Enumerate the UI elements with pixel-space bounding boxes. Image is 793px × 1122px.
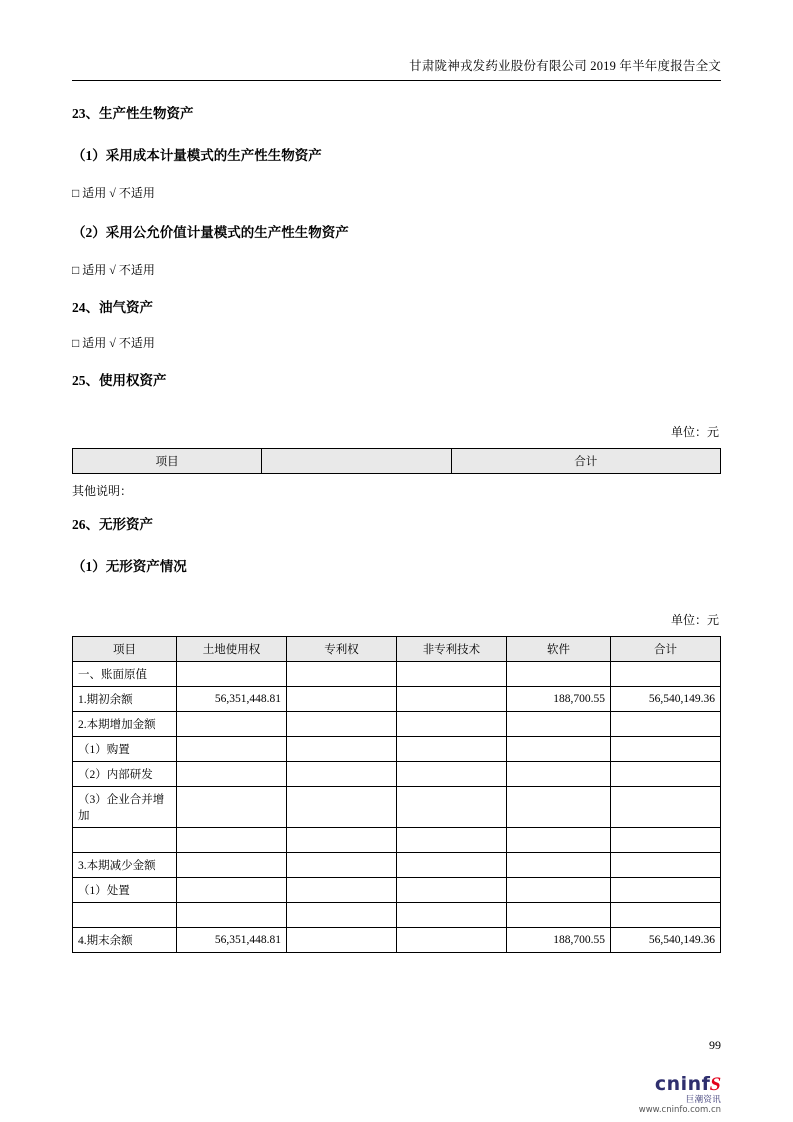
cell-patent xyxy=(287,787,397,828)
cell-patent xyxy=(287,928,397,953)
column-header-land-use-right: 土地使用权 xyxy=(177,637,287,662)
cell-total xyxy=(610,712,720,737)
right-of-use-unit-label: 单位：元 xyxy=(670,425,719,439)
cell-non-patent-tech xyxy=(396,828,506,853)
section-23-1-applicability: □ 适用 √ 不适用 xyxy=(72,186,155,200)
table-row xyxy=(73,712,721,737)
column-header-patent: 专利权 xyxy=(287,637,397,662)
page-content xyxy=(72,92,721,953)
column-header-total: 合计 xyxy=(610,637,720,662)
table-row xyxy=(73,828,721,853)
logo-text: cninf xyxy=(654,1073,711,1095)
table-row xyxy=(73,903,721,928)
intangible-table-body xyxy=(73,662,721,953)
cell-land-use-right: 56,351,448.81 xyxy=(177,687,287,712)
logo-url: www.cninfo.com.cn xyxy=(638,1104,721,1115)
table-header-row xyxy=(73,637,721,662)
cell-total: 56,540,149.36 xyxy=(610,687,720,712)
cell-software xyxy=(506,787,610,828)
intangible-unit-label: 单位：元 xyxy=(670,613,719,627)
cell-software: 188,700.55 xyxy=(506,928,610,953)
cell-total xyxy=(610,903,720,928)
section-24-title: 24、油气资产 xyxy=(72,300,153,315)
table-row xyxy=(73,687,721,712)
cell-non-patent-tech xyxy=(396,712,506,737)
cell-total xyxy=(610,853,720,878)
right-of-use-table-wrap xyxy=(72,446,721,474)
cell-patent xyxy=(287,853,397,878)
column-header-total: 合计 xyxy=(451,449,720,474)
cell-land-use-right xyxy=(177,762,287,787)
cell-software xyxy=(506,878,610,903)
cell-software xyxy=(506,828,610,853)
cell-land-use-right xyxy=(177,662,287,687)
cell-software xyxy=(506,662,610,687)
header-divider xyxy=(72,80,721,81)
cell-patent xyxy=(287,762,397,787)
row-label: （1）购置 xyxy=(73,737,177,762)
cell-land-use-right xyxy=(177,903,287,928)
cell-non-patent-tech xyxy=(396,878,506,903)
section-26-title: 26、无形资产 xyxy=(72,517,153,532)
cell-land-use-right xyxy=(177,787,287,828)
cell-total xyxy=(610,878,720,903)
cell-non-patent-tech xyxy=(396,903,506,928)
right-of-use-other-note: 其他说明： xyxy=(72,484,133,498)
logo-subtitle: 巨潮资讯 xyxy=(685,1094,721,1105)
section-23-title: 23、生产性生物资产 xyxy=(72,106,194,121)
cell-patent xyxy=(287,687,397,712)
row-label: 2.本期增加金额 xyxy=(73,712,177,737)
cell-software xyxy=(506,737,610,762)
cell-land-use-right xyxy=(177,828,287,853)
logo-mark-icon: S xyxy=(708,1074,724,1095)
cell-software: 188,700.55 xyxy=(506,687,610,712)
cell-patent xyxy=(287,662,397,687)
cell-total: 56,540,149.36 xyxy=(610,928,720,953)
table-row xyxy=(73,928,721,953)
cell-total xyxy=(610,828,720,853)
cell-patent xyxy=(287,712,397,737)
row-label: （1）处置 xyxy=(73,878,177,903)
cell-software xyxy=(506,712,610,737)
cell-land-use-right xyxy=(177,737,287,762)
row-label: （2）内部研发 xyxy=(73,762,177,787)
cell-total xyxy=(610,762,720,787)
section-23-2-title: （2）采用公允价值计量模式的生产性生物资产 xyxy=(72,225,349,240)
table-row xyxy=(73,787,721,828)
intangible-assets-table xyxy=(72,636,721,953)
column-header-item: 项目 xyxy=(73,449,262,474)
right-of-use-assets-table xyxy=(72,448,721,474)
cell-software xyxy=(506,762,610,787)
table-row xyxy=(73,853,721,878)
section-25-title: 25、使用权资产 xyxy=(72,373,167,388)
column-header-non-patent-tech: 非专利技术 xyxy=(396,637,506,662)
column-header-item: 项目 xyxy=(73,637,177,662)
row-label xyxy=(73,828,177,853)
cell-non-patent-tech xyxy=(396,762,506,787)
row-label xyxy=(73,903,177,928)
table-row xyxy=(73,662,721,687)
cell-land-use-right xyxy=(177,712,287,737)
table-row xyxy=(73,762,721,787)
logo-url-row xyxy=(639,1106,721,1116)
cell-patent xyxy=(287,903,397,928)
intangible-table-wrap xyxy=(72,634,721,953)
row-label: 3.本期减少金额 xyxy=(73,853,177,878)
row-label: 一、账面原值 xyxy=(73,662,177,687)
column-header-software: 软件 xyxy=(506,637,610,662)
cell-non-patent-tech xyxy=(396,928,506,953)
page-header: 甘肃陇神戎发药业股份有限公司 2019 年半年度报告全文 xyxy=(409,59,721,73)
table-header-row xyxy=(73,449,721,474)
logo-wordmark xyxy=(639,1073,724,1096)
cell-total xyxy=(610,662,720,687)
cell-non-patent-tech xyxy=(396,662,506,687)
cell-patent xyxy=(287,878,397,903)
column-header-blank xyxy=(262,449,451,474)
cell-non-patent-tech xyxy=(396,853,506,878)
cell-software xyxy=(506,853,610,878)
page-number: 99 xyxy=(709,1038,721,1052)
section-24-applicability: □ 适用 √ 不适用 xyxy=(72,336,155,350)
cell-non-patent-tech xyxy=(396,737,506,762)
cell-patent xyxy=(287,737,397,762)
section-23-2-applicability: □ 适用 √ 不适用 xyxy=(72,263,155,277)
cninfo-logo xyxy=(638,1073,724,1115)
table-row xyxy=(73,737,721,762)
section-23-1-title: （1）采用成本计量模式的生产性生物资产 xyxy=(72,148,322,163)
cell-patent xyxy=(287,828,397,853)
row-label: 4.期末余额 xyxy=(73,928,177,953)
cell-total xyxy=(610,737,720,762)
cell-non-patent-tech xyxy=(396,687,506,712)
cell-non-patent-tech xyxy=(396,787,506,828)
cell-software xyxy=(506,903,610,928)
row-label: 1.期初余额 xyxy=(73,687,177,712)
cell-land-use-right xyxy=(177,878,287,903)
table-row xyxy=(73,878,721,903)
cell-land-use-right: 56,351,448.81 xyxy=(177,928,287,953)
cell-land-use-right xyxy=(177,853,287,878)
section-26-1-title: （1）无形资产情况 xyxy=(72,559,187,574)
cell-total xyxy=(610,787,720,828)
row-label: （3）企业合并增加 xyxy=(73,787,177,828)
